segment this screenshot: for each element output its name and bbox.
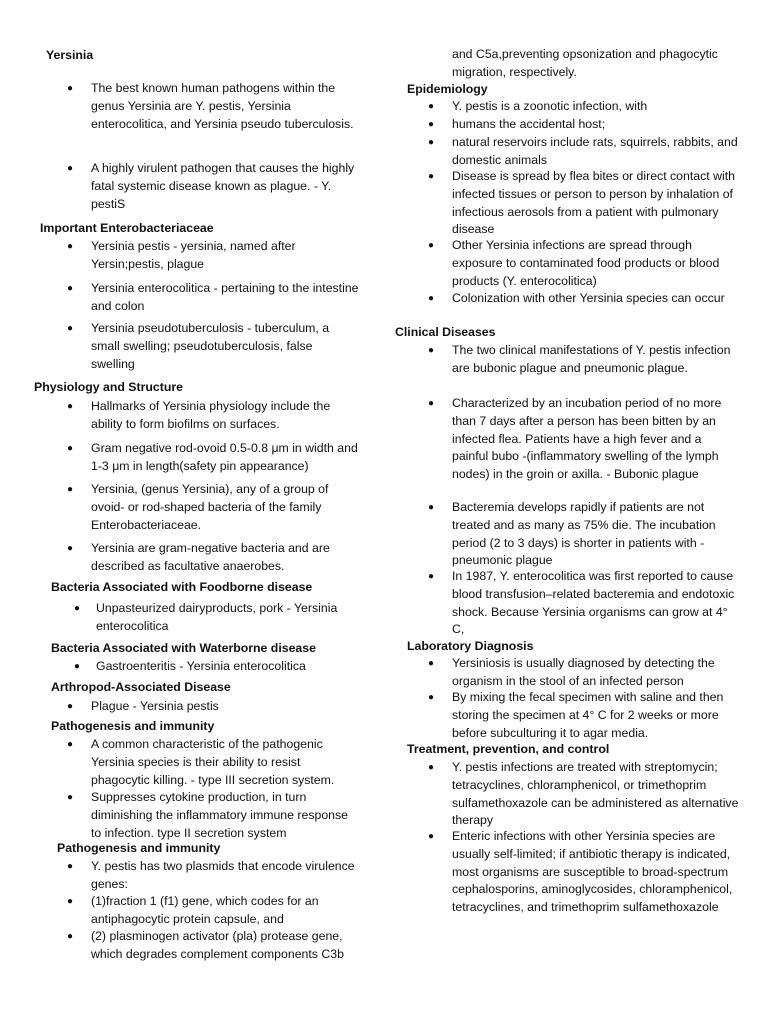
bullet-icon: ● (428, 293, 435, 304)
physiology-bullet-3: Yersinia, (genus Yersinia), any of a group of ovoid- or rod-shaped bacteria of the family Enterobacteriaceae. (91, 482, 329, 532)
epidemiology-bullet-1: Y. pestis is a zoonotic infection, with (452, 99, 648, 113)
section-heading-clinical: Clinical Diseases (395, 325, 496, 339)
bullet-icon: ● (428, 831, 435, 842)
page-title: Yersinia (46, 48, 94, 62)
bullet-icon: ● (67, 931, 74, 942)
treatment-bullet-2: Enteric infections with other Yersinia species are usually self-limited; if antibiotic therapy is indicated, most organisms are susceptible to broad-spectrum cephalosporins, aminoglycosides, chloramphenicol, tetracyclines, and trimethoprim sulfamethoxazole (452, 829, 733, 915)
important-bullet-3: Yersinia pseudotuberculosis - tuberculum, a small swelling; pseudotuberculosis, false swelling (91, 321, 330, 371)
bullet-icon: ● (67, 861, 74, 872)
section-heading-epidemiology: Epidemiology (407, 82, 488, 96)
bullet-icon: ● (428, 571, 435, 582)
bullet-icon: ● (67, 739, 74, 750)
bullet-icon: ● (67, 83, 74, 94)
clinical-bullet-2: Characterized by an incubation period of no more than 7 days after a person has been bitten by an infected flea. Patients have a high fever and a painful bubo -(inflammatory swelling of the lymph nodes) in the groin or axilla. - Bubonic plague (452, 396, 722, 482)
section-heading-foodborne: Bacteria Associated with Foodborne disease (51, 580, 313, 594)
treatment-bullet-1: Y. pestis infections are treated with streptomycin; tetracyclines, chloramphenicol, or trimethoprim sulfamethoxazole can be administered as alternative therapy (452, 760, 739, 828)
clinical-bullet-3: Bacteremia develops rapidly if patients are not treated and as many as 75% die. The incubation period (2 to 3 days) is shorter in patients with -pneumonic plague (452, 500, 716, 568)
bullet-icon: ● (67, 701, 74, 712)
continuation-text: and C5a,preventing opsonization and phagocytic migration, respectively. (452, 47, 718, 79)
bullet-icon: ● (428, 345, 435, 356)
clinical-bullet-1: The two clinical manifestations of Y. pestis infection are bubonic plague and pneumonic plague. (452, 343, 731, 375)
epidemiology-bullet-2: humans the accidental host; (452, 117, 606, 131)
arthropod-bullet: Plague - Yersinia pestis (91, 699, 219, 713)
intro-bullet-1: The best known human pathogens within the genus Yersinia are Y. pestis, Yersinia enterocolitica, and Yersinia pseudo tuberculosis. (91, 81, 354, 131)
bullet-icon: ● (428, 119, 435, 130)
section-heading-arthropod: Arthropod-Associated Disease (51, 680, 231, 694)
section-heading-pathogenesis-2: Pathogenesis and immunity (57, 841, 221, 855)
bullet-icon: ● (67, 283, 74, 294)
bullet-icon: ● (67, 241, 74, 252)
pathogenesis-bullet-4: (1)fraction 1 (f1) gene, which codes for an antiphagocytic protein capsule, and (91, 894, 319, 926)
bullet-icon: ● (428, 502, 435, 513)
bullet-icon: ● (67, 323, 74, 334)
bullet-icon: ● (67, 163, 74, 174)
bullet-icon: ● (428, 762, 435, 773)
physiology-bullet-4: Yersinia are gram-negative bacteria and are described as facultative anaerobes. (91, 541, 330, 573)
bullet-icon: ● (74, 661, 81, 672)
physiology-bullet-1: Hallmarks of Yersinia physiology include the ability to form biofilms on surfaces. (91, 399, 331, 431)
epidemiology-bullet-6: Colonization with other Yersinia species can occur (452, 291, 725, 305)
section-heading-treatment: Treatment, prevention, and control (407, 742, 610, 756)
epidemiology-bullet-5: Other Yersinia infections are spread through exposure to contaminated food products or blood products (Y. enterocolitica) (452, 238, 720, 288)
section-heading-laboratory: Laboratory Diagnosis (407, 639, 534, 653)
section-heading-physiology: Physiology and Structure (34, 380, 183, 394)
physiology-bullet-2: Gram negative rod-ovoid 0.5-0.8 μm in width and 1-3 μm in length(safety pin appearance) (91, 441, 358, 473)
section-heading-pathogenesis-1: Pathogenesis and immunity (51, 719, 215, 733)
epidemiology-bullet-4: Disease is spread by flea bites or direct contact with infected tissues or person to person by inhalation of infectious aerosols from a patient with pulmonary disease (452, 169, 735, 237)
lab-bullet-1: Yersiniosis is usually diagnosed by detecting the organism in the stool of an infected person (452, 656, 715, 688)
bullet-icon: ● (67, 792, 74, 803)
bullet-icon: ● (74, 603, 81, 614)
bullet-icon: ● (67, 401, 74, 412)
bullet-icon: ● (67, 443, 74, 454)
lab-bullet-2: By mixing the fecal specimen with saline and then storing the specimen at 4° C for 2 weeks or more before subculturing it to agar media. (452, 690, 724, 740)
bullet-icon: ● (428, 240, 435, 251)
pathogenesis-bullet-2: Suppresses cytokine production, in turn diminishing the inflammatory immune response to infection. type II secretion system (91, 790, 348, 840)
pathogenesis-bullet-5: (2) plasminogen activator (pla) protease gene, which degrades complement components C3b (91, 929, 344, 961)
section-heading-waterborne: Bacteria Associated with Waterborne disease (51, 641, 316, 655)
section-heading-important: Important Enterobacteriaceae (40, 221, 214, 235)
intro-bullet-2: A highly virulent pathogen that causes the highly fatal systemic disease known as plague. - Y. pestiS (91, 161, 355, 211)
bullet-icon: ● (67, 896, 74, 907)
pathogenesis-bullet-1: A common characteristic of the pathogenic Yersinia species is their ability to resist phagocytic killing. - type III secretion system. (91, 737, 335, 787)
clinical-bullet-4: In 1987, Y. enterocolitica was first reported to cause blood transfusion–related bacteremia and endotoxic shock. Because Yersinia organisms can grow at 4° C, (452, 569, 735, 637)
bullet-icon: ● (67, 484, 74, 495)
bullet-icon: ● (428, 137, 435, 148)
bullet-icon: ● (428, 171, 435, 182)
bullet-icon: ● (67, 543, 74, 554)
foodborne-bullet: Unpasteurized dairyproducts, pork - Yersinia enterocolitica (96, 601, 338, 633)
bullet-icon: ● (428, 658, 435, 669)
epidemiology-bullet-3: natural reservoirs include rats, squirrels, rabbits, and domestic animals (452, 135, 738, 167)
waterborne-bullet: Gastroenteritis - Yersinia enterocolitica (96, 659, 306, 673)
pathogenesis-bullet-3: Y. pestis has two plasmids that encode virulence genes: (91, 859, 355, 891)
important-bullet-1: Yersinia pestis - yersinia, named after Yersin;pestis, plague (91, 239, 296, 271)
important-bullet-2: Yersinia enterocolitica - pertaining to the intestine and colon (91, 281, 359, 313)
bullet-icon: ● (428, 692, 435, 703)
bullet-icon: ● (428, 398, 435, 409)
bullet-icon: ● (428, 101, 435, 112)
